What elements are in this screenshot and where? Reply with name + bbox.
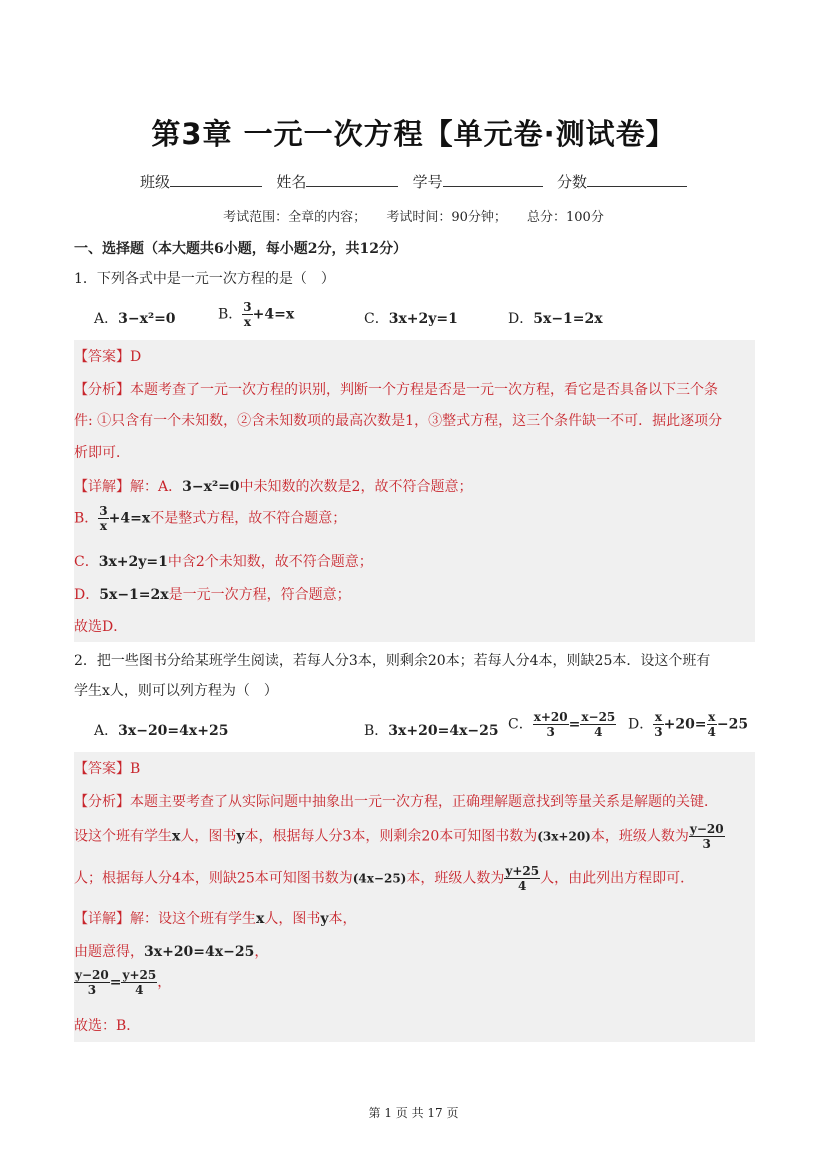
q2-option-d: D． $\frac{x}{3}$ +20= $\frac{x}{4}$ −25 <box>628 710 749 739</box>
q2-stem-line1: 2．把一些图书分给某班学生阅读，若每人分3本，则剩余20本；若每人分4本，则缺25本．设这个班有 <box>74 653 711 669</box>
section-heading: 一、选择题（本大题共6小题，每小题2分，共12分） <box>74 241 407 257</box>
q2-stem-line2: 学生x人，则可以列方程为（ ） <box>74 683 278 699</box>
q1-analysis-line1: 【分析】本题考查了一元一次方程的识别，判断一个方程是否是一元一次方程，看它是否具备以下三个条 <box>74 382 718 398</box>
q2-answer: 【答案】B <box>74 761 141 777</box>
name-blank[interactable] <box>306 170 398 187</box>
q1-analysis-line2: 件: ①只含有一个未知数，②含未知数项的最高次数是1，③整式方程，这三个条件缺一不可．据此逐项分 <box>74 413 723 429</box>
score-blank[interactable] <box>587 170 687 187</box>
q1-option-d: D．5x−1=2x <box>508 311 603 327</box>
id-blank[interactable] <box>443 170 543 187</box>
q2-detail-line4: 故选：B． <box>74 1018 141 1034</box>
q2-option-b: B．3x+20=4x−25 <box>364 723 499 739</box>
score-label: 分数 <box>556 173 587 191</box>
q1-detail-line2: B． $\frac{3}{x}$ +4=x不是整式方程，故不符合题意； <box>74 504 347 533</box>
q1-detail-line1: 【详解】解：A．3−x²=0中未知数的次数是2，故不符合题意； <box>74 479 473 495</box>
exam-range: 考试范围：全章的内容； <box>223 210 367 225</box>
page-footer: 第 1 页 共 17 页 <box>368 1106 459 1120</box>
class-blank[interactable] <box>170 170 262 187</box>
q1-detail-line3: C．3x+2y=1中含2个未知数，故不符合题意； <box>74 554 373 570</box>
id-label: 学号 <box>412 173 443 191</box>
q1-stem: 1．下列各式中是一元一次方程的是（ ） <box>74 271 335 287</box>
q2-detail-line2: 由题意得，3x+20=4x−25， <box>74 944 269 960</box>
q1-option-a: A．3−x²=0 <box>94 311 176 327</box>
q2-analysis-line1: 【分析】本题主要考查了从实际问题中抽象出一元一次方程，正确理解题意找到等量关系是解题的关键． <box>74 794 718 810</box>
q1-answer: 【答案】D <box>74 349 142 365</box>
q2-detail-line3: $\frac{y-20}{3}$ = $\frac{y+25}{4}$ ， <box>75 968 172 997</box>
q1-analysis-line3: 析即可． <box>74 445 130 461</box>
q1-detail-line4: D．5x−1=2x是一元一次方程，符合题意； <box>74 587 351 603</box>
q2-analysis-line3: 人；根据每人分4本，则缺25本可知图书数为(4x−25)本，班级人数为 $\frac{y+25}{4}$ 人，由此列出方程即可． <box>74 864 695 893</box>
q2-detail-line1: 【详解】解：设这个班有学生x人，图书y本， <box>74 911 357 927</box>
exam-total: 总分：100分 <box>527 210 604 225</box>
q1-option-b: B． $\frac{3}{x}$ +4=x <box>218 300 295 329</box>
page-title: 第3章 一元一次方程【单元卷·测试卷】 <box>151 117 676 151</box>
q2-analysis-line2: 设这个班有学生x人，图书y本，根据每人分3本，则剩余20本可知图书数为(3x+20)本，班级人数为 $\frac{y-20}{3}$ <box>74 822 724 851</box>
student-info-row <box>0 170 827 192</box>
exam-time: 考试时间：90分钟； <box>386 210 507 225</box>
q1-option-c: C．3x+2y=1 <box>364 311 458 327</box>
class-label: 班级 <box>140 173 171 191</box>
exam-scope <box>0 206 827 225</box>
q1-detail-line5: 故选D． <box>74 619 128 635</box>
name-label: 姓名 <box>276 173 307 191</box>
q2-option-a: A．3x−20=4x+25 <box>94 723 229 739</box>
q2-option-c: C． $\frac{x+20}{3}$ = $\frac{x-25}{4}$ <box>508 710 616 739</box>
